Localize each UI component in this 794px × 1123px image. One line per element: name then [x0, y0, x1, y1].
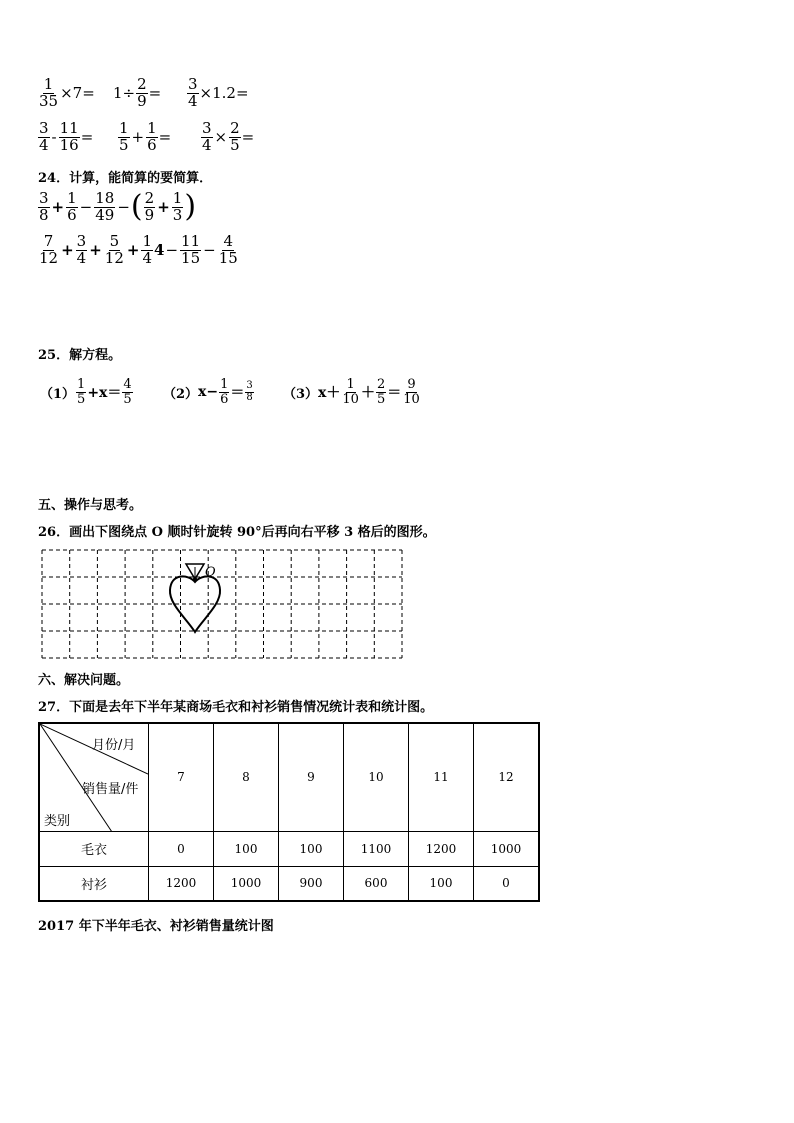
table-cell: 0 — [149, 831, 214, 866]
chart-caption: 2017 年下半年毛衣、衬衫销售量统计图 — [38, 919, 274, 934]
month-header: 12 — [474, 723, 540, 831]
fraction: $\frac{1}{35}$ — [39, 75, 59, 110]
exercise-row-2-c: $\frac{3}{4}$ × $\frac{2}{5}$ = — [202, 119, 255, 154]
month-header: 8 — [214, 723, 279, 831]
month-header: 7 — [149, 723, 214, 831]
table-cell: 1000 — [214, 866, 279, 901]
right-parenthesis: ) — [184, 189, 197, 225]
row-label-shirt: 衬衫 — [39, 866, 149, 901]
table-row — [39, 831, 539, 866]
question-26-title: 26．画出下图绕点 O 顺时针旋转 90°后再向右平移 3 格后的图形。 — [38, 525, 436, 540]
month-header: 10 — [344, 723, 409, 831]
table-cell: 1200 — [409, 831, 474, 866]
month-header: 9 — [279, 723, 344, 831]
exercise-row-1-b — [113, 77, 161, 110]
exercise-row-1 — [37, 77, 95, 110]
sales-table — [38, 722, 540, 902]
section-6-heading: 六、解决问题。 — [38, 673, 130, 688]
diagonal-header-cell — [39, 723, 149, 831]
table-cell: 0 — [474, 866, 540, 901]
fraction: $\frac{2}{9}$ — [137, 75, 147, 110]
rotation-point-o — [193, 577, 197, 581]
table-cell: 100 — [279, 831, 344, 866]
section-5-heading: 五、操作与思考。 — [38, 498, 143, 513]
table-cell: 100 — [214, 831, 279, 866]
equation-1: （1） $\frac{1}{5}$ +x＝ $\frac{4}{5}$ — [40, 377, 132, 407]
question-25-title: 25．解方程。 — [38, 348, 122, 363]
equation-3: （3） x＋ $\frac{1}{10}$ ＋ $\frac{2}{5}$ ＝ $\frac{9}{10}$ — [283, 377, 420, 407]
exercise-row-2-a: $\frac{3}{4}$ - $\frac{11}{16}$ = — [39, 119, 94, 154]
table-cell: 1000 — [474, 831, 540, 866]
expression-suffix: = — [148, 84, 162, 103]
equation-2: （2） x− $\frac{1}{6}$ ＝ $\frac{3}{8}$ — [163, 377, 253, 407]
q24-expression-2: $\frac{7}{12}$ + $\frac{3}{4}$ + $\frac{5}{12}$ + $\frac{1}{4}$ 4 − $\frac{11}{15}$ − $\frac{4}{15}$ — [39, 232, 238, 267]
table-cell: 1200 — [149, 866, 214, 901]
dashed-grid — [42, 550, 402, 658]
exercise-row-2-b: $\frac{1}{5}$ + $\frac{1}{6}$ = — [119, 119, 172, 154]
header-quantity-label: 销售量/件 — [82, 782, 139, 797]
table-cell: 1100 — [344, 831, 409, 866]
expression-suffix: ×7= — [60, 84, 95, 103]
header-category-label: 类别 — [44, 814, 71, 829]
question-27-title: 27．下面是去年下半年某商场毛衣和衬衫销售情况统计表和统计图。 — [38, 700, 434, 715]
point-o-label: O — [205, 565, 216, 580]
table-cell: 900 — [279, 866, 344, 901]
table-row — [39, 866, 539, 901]
fraction: $\frac{3}{4}$ — [188, 75, 198, 110]
expression-suffix: ×1.2= — [199, 84, 249, 103]
exercise-row-1-c — [186, 77, 249, 110]
header-month-label: 月份/月 — [92, 738, 136, 753]
month-header: 11 — [409, 723, 474, 831]
q24-expression-1: $\frac{3}{8}$ + $\frac{1}{6}$ − $\frac{18}{49}$ − ( $\frac{2}{9}$ + $\frac{1}{3}$ ) — [39, 189, 197, 225]
left-parenthesis: ( — [130, 189, 143, 225]
table-cell: 100 — [409, 866, 474, 901]
rotation-grid-figure — [38, 546, 406, 664]
row-label-sweater: 毛衣 — [39, 831, 149, 866]
table-header-row — [39, 723, 539, 831]
table-cell: 600 — [344, 866, 409, 901]
question-24-title: 24．计算，能简算的要简算． — [38, 171, 213, 186]
expression-prefix: 1÷ — [113, 84, 136, 103]
